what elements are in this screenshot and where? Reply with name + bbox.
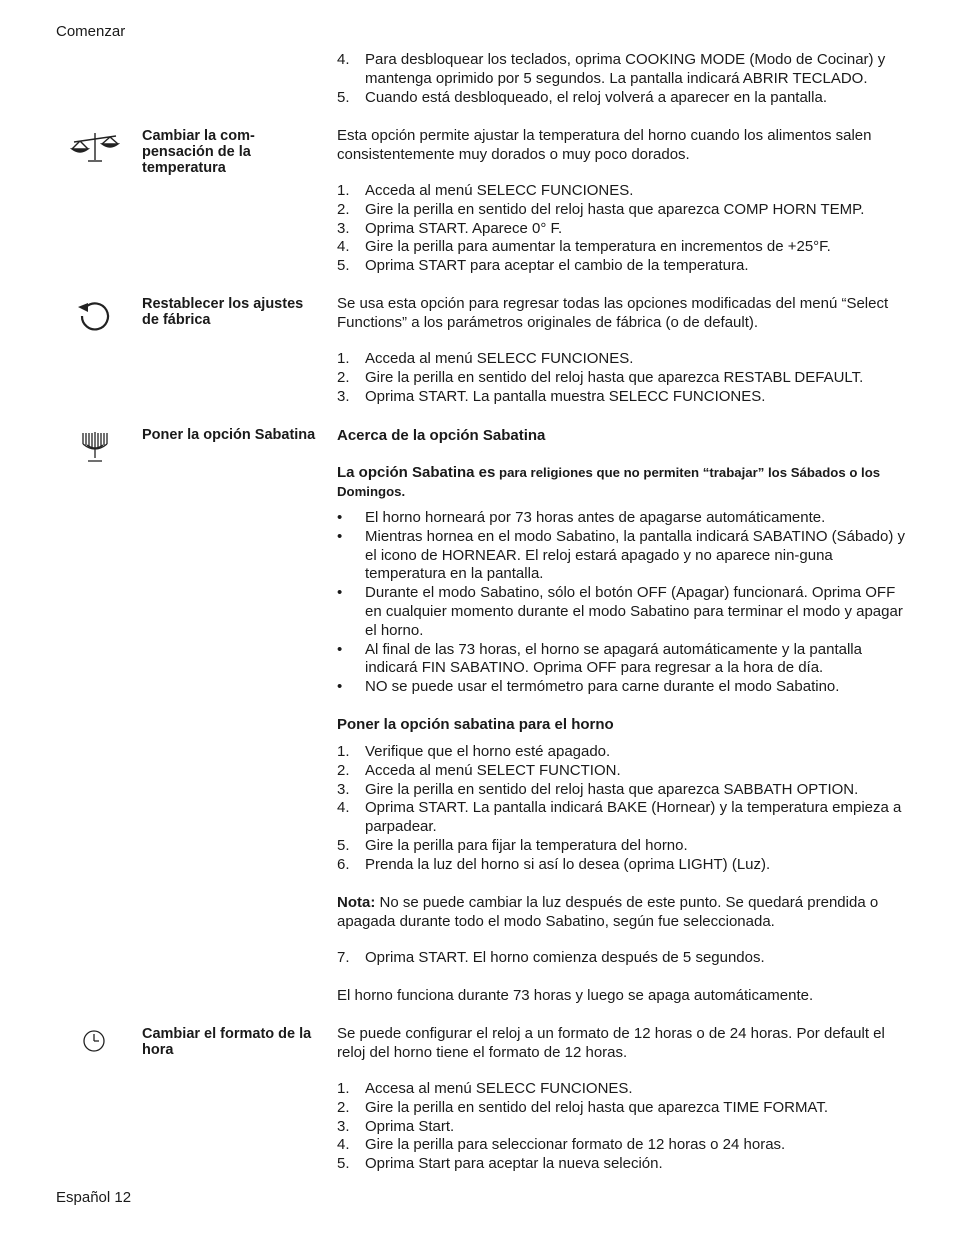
list-text: Prenda la luz del horno si así lo desea (oprima LIGHT) (Luz). <box>365 855 771 873</box>
list-item <box>337 509 907 528</box>
list-marker: 1. <box>337 182 350 199</box>
list-marker: 2. <box>337 200 350 218</box>
list-marker: 3. <box>337 387 350 405</box>
list-item: 7. Oprima START. El horno comienza después de 5 segundos. <box>337 949 765 966</box>
list-marker: 5. <box>337 836 350 854</box>
list-text: Oprima START. La pantalla muestra SELECC FUNCIONES. <box>365 387 766 405</box>
list-item <box>337 89 907 108</box>
list-text: Accesa al menú SELECC FUNCIONES. <box>365 1080 633 1097</box>
page-footer: Español 12 <box>56 1189 132 1206</box>
list-item <box>337 762 907 781</box>
list-marker: 4. <box>337 51 350 68</box>
list-marker: • <box>337 527 343 545</box>
list-text: Gire la perilla para seleccionar formato de 12 horas o 24 horas. <box>365 1136 786 1154</box>
list-item <box>337 799 907 837</box>
list-marker: 2. <box>337 368 350 386</box>
list-item <box>337 856 907 875</box>
list-marker: • <box>337 640 343 658</box>
unlock-steps <box>337 51 907 107</box>
list-item <box>337 641 907 679</box>
sabbath-about-title: Acerca de la opción Sabatina <box>337 427 546 444</box>
list-text: Gire la perilla en sentido del reloj hasta que aparezca RESTABL DEFAULT. <box>365 368 864 386</box>
list-item <box>337 201 907 220</box>
list-item <box>337 238 907 257</box>
list-item <box>337 182 907 201</box>
reset-icon <box>76 298 114 337</box>
time-format-intro: Se puede configurar el reloj a un formato de 12 horas o de 24 horas. Por default el reloj del horno tiene el formato de 12 horas. <box>337 1025 885 1061</box>
list-marker: 5. <box>337 1155 350 1173</box>
list-item <box>337 350 907 369</box>
list-marker: 2. <box>337 1098 350 1116</box>
list-text: Durante el modo Sabatino, sólo el botón OFF (Apagar) funcionará. Oprima OFF en cualquier momento durante el modo Sabatino para terminar el modo y apagar el horno. <box>365 584 903 639</box>
list-item <box>337 257 907 276</box>
list-item <box>337 1080 907 1099</box>
sabbath-note <box>337 893 907 931</box>
sabbath-steps <box>337 743 907 875</box>
list-marker: 5. <box>337 88 350 106</box>
sabbath-about-text <box>337 463 907 501</box>
list-text: Oprima START. Aparece 0° F. <box>365 219 563 237</box>
factory-heading: Restablecer los ajustes de fábrica <box>142 296 304 328</box>
sabbath-set-title: Poner la opción sabatina para el horno <box>337 716 614 733</box>
list-item <box>337 369 907 388</box>
time-format-heading: Cambiar el formato de la hora <box>142 1026 312 1058</box>
list-marker: 1. <box>337 743 350 760</box>
list-item <box>337 1099 907 1118</box>
list-marker: 3. <box>337 1117 350 1135</box>
list-text: Gire la perilla en sentido del reloj hasta que aparezca TIME FORMAT. <box>365 1098 828 1116</box>
list-marker: 6. <box>337 855 350 873</box>
list-text: NO se puede usar el termómetro para carne durante el modo Sabatino. <box>365 678 840 696</box>
list-marker: 3. <box>337 780 350 798</box>
temp-comp-steps <box>337 182 907 276</box>
list-text: Gire la perilla en sentido del reloj hasta que aparezca SABBATH OPTION. <box>365 780 859 798</box>
time-format-steps <box>337 1080 907 1174</box>
list-item <box>337 528 907 584</box>
scale-icon <box>70 130 120 169</box>
list-text: Verifique que el horno esté apagado. <box>365 743 611 760</box>
list-marker: • <box>337 584 343 602</box>
list-marker: 4. <box>337 238 350 256</box>
list-text: Oprima Start. <box>365 1117 455 1135</box>
list-marker: • <box>337 678 343 696</box>
list-marker: 2. <box>337 761 350 779</box>
list-text: Oprima Start para aceptar la nueva seleción. <box>365 1155 663 1173</box>
sabbath-about-lead: La opción Sabatina es <box>337 464 496 481</box>
sabbath-bullets <box>337 509 907 697</box>
list-text: Mientras hornea en el modo Sabatino, la pantalla indicará SABATINO (Sábado) y el icono de HORNEAR. El reloj estará apagado y no aparece nin-guna temperatura en la pantalla. <box>365 527 906 583</box>
list-text: Oprima START para aceptar el cambio de la temperatura. <box>365 257 749 275</box>
list-text: Acceda al menú SELECC FUNCIONES. <box>365 350 634 367</box>
factory-steps <box>337 350 907 406</box>
list-item <box>337 1136 907 1155</box>
list-item <box>337 220 907 239</box>
list-item <box>337 388 907 407</box>
list-item <box>337 584 907 640</box>
list-item <box>337 1118 907 1137</box>
list-text: Acceda al menú SELECT FUNCTION. <box>365 761 621 779</box>
list-item <box>337 743 907 762</box>
list-item <box>337 837 907 856</box>
temp-comp-heading: Cambiar la com- pensación de la temperatura <box>142 128 255 176</box>
list-text: El horno horneará por 73 horas antes de apagarse automáticamente. <box>365 509 826 526</box>
list-item <box>337 1155 907 1174</box>
list-marker: 1. <box>337 1080 350 1097</box>
list-marker: 5. <box>337 257 350 275</box>
list-item <box>337 781 907 800</box>
list-item <box>337 678 907 697</box>
note-label: Nota: <box>337 894 376 911</box>
list-item <box>337 51 907 89</box>
temp-comp-intro: Esta opción permite ajustar la temperatura del horno cuando los alimentos salen consistentemente muy dorados o muy poco dorados. <box>337 127 872 163</box>
list-text: Al final de las 73 horas, el horno se apagará automáticamente y la pantalla indicará FIN SABATINO. Oprima OFF para regresar a la hora de día. <box>365 640 862 677</box>
list-text: Acceda al menú SELECC FUNCIONES. <box>365 182 634 199</box>
list-text: Oprima START. La pantalla indicará BAKE (Hornear) y la temperatura empieza a parpadear. <box>365 799 902 836</box>
list-marker: 4. <box>337 799 350 817</box>
page-header: Comenzar <box>56 23 126 40</box>
list-marker: 4. <box>337 1136 350 1154</box>
sabbath-heading: Poner la opción Sabatina <box>142 427 316 443</box>
list-marker: 3. <box>337 219 350 237</box>
sabbath-about-rest: para religiones que no permiten “trabajar” los Sábados o los Domingos. <box>337 465 881 499</box>
sabbath-step7 <box>337 949 907 968</box>
sabbath-closing: El horno funciona durante 73 horas y luego se apaga automáticamente. <box>337 987 814 1004</box>
note-text: No se puede cambiar la luz después de este punto. Se quedará prendida o apagada durante todo el modo Sabatino, según fue seleccionada. <box>337 894 879 930</box>
clock-icon <box>82 1029 106 1058</box>
list-marker: • <box>337 509 343 526</box>
list-text: Gire la perilla en sentido del reloj hasta que aparezca COMP HORN TEMP. <box>365 200 865 218</box>
list-text: Cuando está desbloqueado, el reloj volverá a aparecer en la pantalla. <box>365 88 827 106</box>
list-marker: 1. <box>337 350 350 367</box>
list-text: Para desbloquear los teclados, oprima COOKING MODE (Modo de Cocinar) y mantenga oprimido por 5 segundos. La pantalla indicará ABRIR TECLADO. <box>365 51 886 87</box>
list-text: Gire la perilla para aumentar la temperatura en incrementos de +25°F. <box>365 238 831 256</box>
factory-intro: Se usa esta opción para regresar todas las opciones modificadas del menú “Select Functions” a los parámetros originales de fábrica (o de default). <box>337 295 889 331</box>
list-text: Gire la perilla para fijar la temperatura del horno. <box>365 836 688 854</box>
menorah-icon <box>79 430 111 469</box>
